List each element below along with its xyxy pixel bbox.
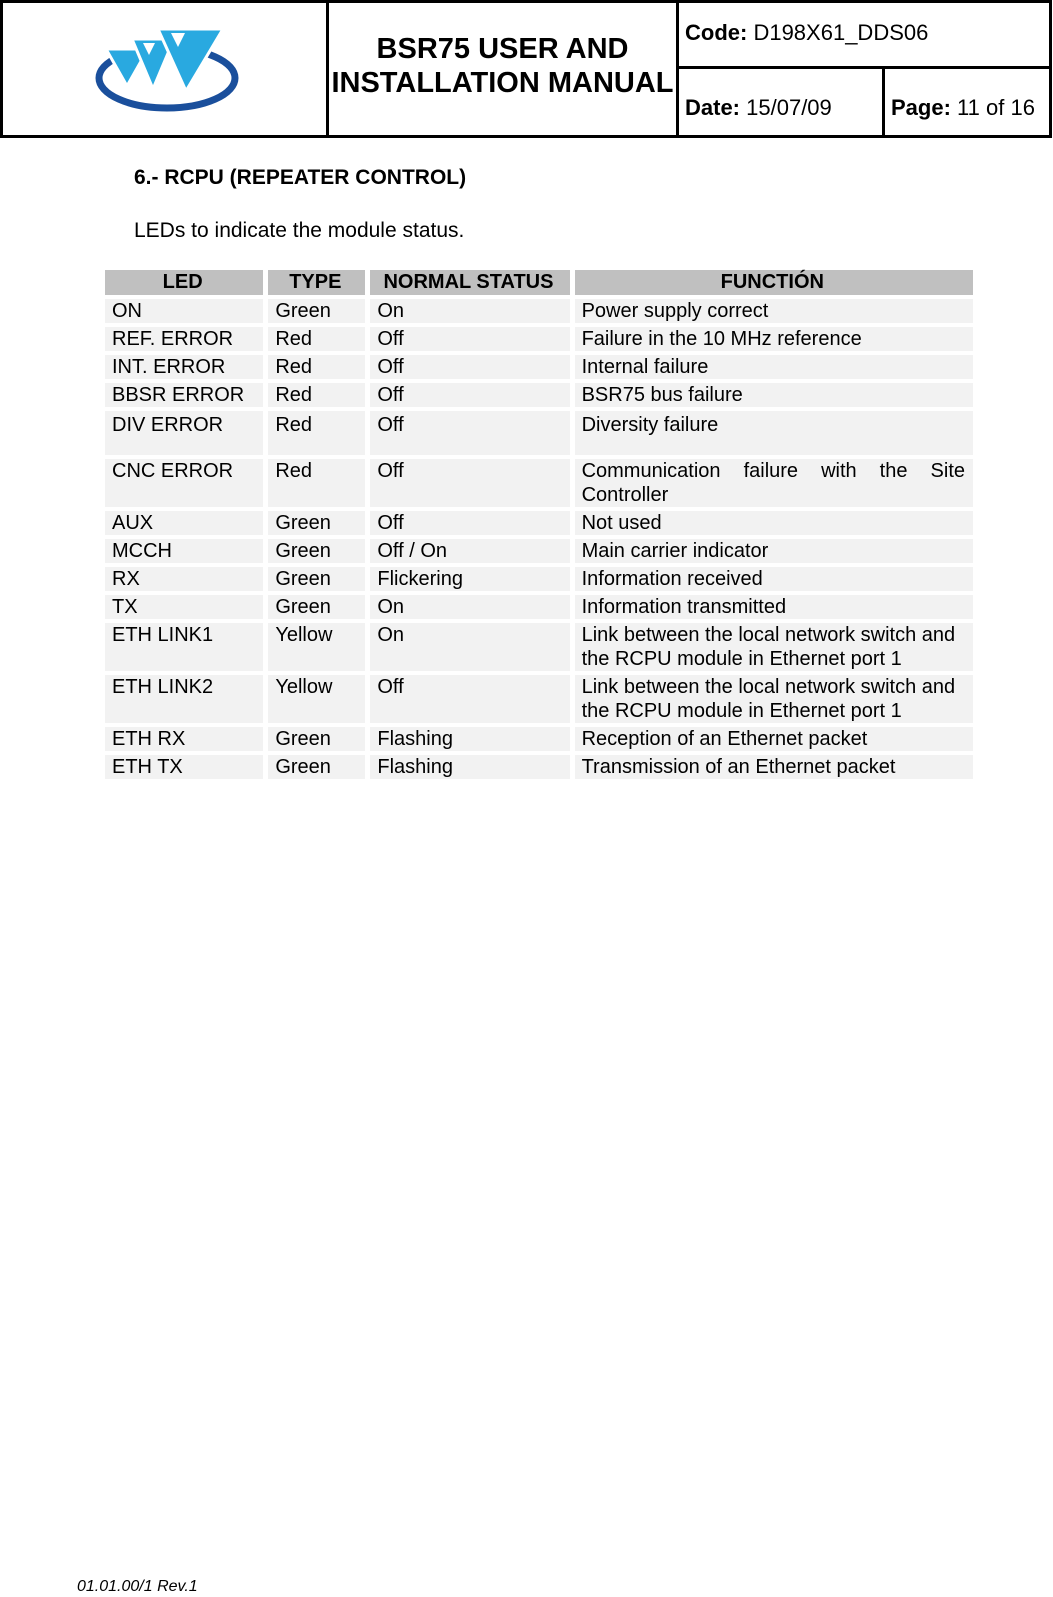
logo-cell — [3, 3, 329, 135]
header-function: FUNCTIÓN — [575, 270, 973, 295]
type-cell: Green — [268, 511, 365, 535]
table-row — [105, 511, 973, 535]
led-cell: ETH LINK1 — [105, 623, 263, 671]
table-row — [105, 459, 973, 507]
function-cell: Diversity failure — [575, 411, 973, 455]
revision-footer: 01.01.00/1 Rev.1 — [77, 1578, 198, 1595]
header-normal-status: NORMAL STATUS — [370, 270, 569, 295]
led-cell: BBSR ERROR — [105, 383, 263, 407]
table-row — [105, 755, 973, 779]
status-cell: Flickering — [370, 567, 569, 591]
table-row — [105, 623, 973, 671]
company-logo-icon — [3, 3, 329, 135]
led-cell: ETH TX — [105, 755, 263, 779]
status-cell: On — [370, 299, 569, 323]
led-cell: MCCH — [105, 539, 263, 563]
type-cell: Red — [268, 411, 365, 455]
type-cell: Red — [268, 327, 365, 351]
led-cell: RX — [105, 567, 263, 591]
led-cell: AUX — [105, 511, 263, 535]
status-cell: Off — [370, 675, 569, 723]
status-cell: Off — [370, 355, 569, 379]
led-cell: CNC ERROR — [105, 459, 263, 507]
code-label: Code: — [685, 20, 748, 45]
type-cell: Red — [268, 355, 365, 379]
date-value: 15/07/09 — [746, 95, 832, 120]
header-type: TYPE — [268, 270, 365, 295]
table-row — [105, 675, 973, 723]
type-cell: Red — [268, 383, 365, 407]
table-row — [105, 595, 973, 619]
table-header-row — [105, 270, 973, 295]
header-led: LED — [105, 270, 263, 295]
type-cell: Green — [268, 539, 365, 563]
status-cell: Off — [370, 383, 569, 407]
status-cell: Off — [370, 411, 569, 455]
status-cell: On — [370, 623, 569, 671]
led-cell: ON — [105, 299, 263, 323]
page-field — [885, 69, 1049, 135]
table-row — [105, 355, 973, 379]
code-value: D198X61_DDS06 — [753, 20, 929, 45]
led-cell: DIV ERROR — [105, 411, 263, 455]
function-cell: Link between the local network switch and the RCPU module in Ethernet port 1 — [575, 623, 973, 671]
type-cell: Green — [268, 567, 365, 591]
type-cell: Yellow — [268, 623, 365, 671]
table-row — [105, 411, 973, 455]
status-cell: Off — [370, 327, 569, 351]
led-cell: REF. ERROR — [105, 327, 263, 351]
page-label: Page: — [891, 95, 951, 120]
function-cell: Reception of an Ethernet packet — [575, 727, 973, 751]
page-value: 11 of 16 — [957, 95, 1035, 120]
section-title: 6.- RCPU (REPEATER CONTROL) — [134, 166, 467, 189]
table-row — [105, 383, 973, 407]
table-row — [105, 727, 973, 751]
intro-text: LEDs to indicate the module status. — [134, 219, 465, 242]
type-cell: Green — [268, 727, 365, 751]
table-row — [105, 567, 973, 591]
status-cell: Off — [370, 511, 569, 535]
function-cell: Internal failure — [575, 355, 973, 379]
function-cell: Not used — [575, 511, 973, 535]
status-cell: Off / On — [370, 539, 569, 563]
status-cell: Off — [370, 459, 569, 507]
type-cell: Green — [268, 755, 365, 779]
function-cell: Power supply correct — [575, 299, 973, 323]
table-row — [105, 299, 973, 323]
function-cell: Link between the local network switch and the RCPU module in Ethernet port 1 — [575, 675, 973, 723]
type-cell: Red — [268, 459, 365, 507]
led-status-table — [100, 266, 978, 783]
function-cell: Information received — [575, 567, 973, 591]
table-row — [105, 539, 973, 563]
function-cell: Main carrier indicator — [575, 539, 973, 563]
function-cell: Communication failure with the Site Controller — [575, 459, 973, 507]
document-title: BSR75 USER AND INSTALLATION MANUAL — [329, 3, 679, 135]
led-cell: ETH LINK2 — [105, 675, 263, 723]
type-cell: Green — [268, 299, 365, 323]
document-header — [0, 0, 1052, 138]
date-field — [679, 69, 885, 135]
function-cell: Failure in the 10 MHz reference — [575, 327, 973, 351]
led-cell: ETH RX — [105, 727, 263, 751]
code-field — [679, 3, 1049, 69]
led-cell: TX — [105, 595, 263, 619]
type-cell: Green — [268, 595, 365, 619]
function-cell: BSR75 bus failure — [575, 383, 973, 407]
led-cell: INT. ERROR — [105, 355, 263, 379]
function-cell: Transmission of an Ethernet packet — [575, 755, 973, 779]
function-cell: Information transmitted — [575, 595, 973, 619]
status-cell: Flashing — [370, 755, 569, 779]
status-cell: Flashing — [370, 727, 569, 751]
date-label: Date: — [685, 95, 741, 120]
type-cell: Yellow — [268, 675, 365, 723]
table-row — [105, 327, 973, 351]
status-cell: On — [370, 595, 569, 619]
